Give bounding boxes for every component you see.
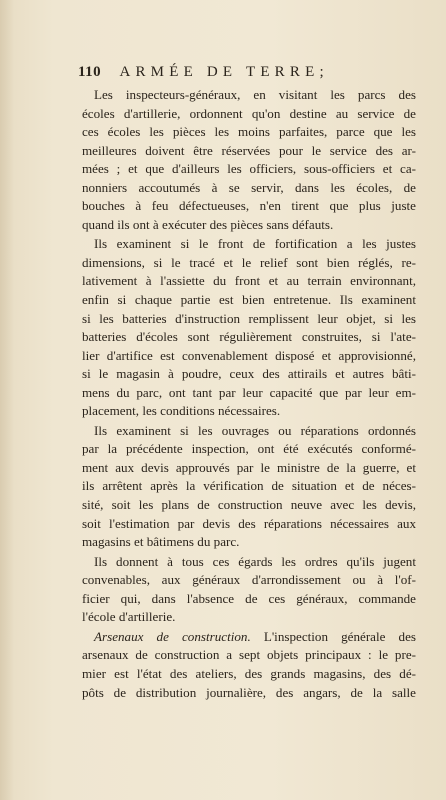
paragraph-2 — [82, 235, 416, 420]
text-line: mier est l'état des ateliers, des grands magasins, des dé- — [82, 665, 416, 681]
paragraph-3 — [82, 422, 416, 552]
text-line: Ils examinent si le front de fortification a les justes — [94, 236, 416, 252]
text-line: lativement à l'assiette du front et au terrain environnant, — [82, 273, 416, 289]
text-line: ficier qui, dans l'absence de ces généraux, commande — [82, 590, 416, 606]
text-fragment: L'inspection générale des — [250, 628, 416, 644]
text-line: Ils examinent si les ouvrages ou réparations ordonnés — [94, 422, 416, 438]
text-line: arsenaux de construction a sept objets principaux : le pre- — [82, 647, 416, 663]
page-number: 110 — [78, 64, 102, 80]
text-line: sité, soit les plans de construction neuve avec les devis, — [82, 497, 416, 513]
text-line: si le magasin à poudre, ceux des attirails et autres bâti- — [82, 366, 416, 382]
text-line: soit l'estimation par devis des réparations nécessaires aux — [82, 515, 416, 531]
text-line: pôts de distribution journalière, des angars, de la salle — [82, 684, 416, 700]
text-line: Ils donnent à tous ces égards les ordres qu'ils jugent — [94, 553, 416, 569]
text-line: magasins et bâtimens du parc. — [82, 534, 240, 550]
page-gutter-shadow — [0, 0, 14, 800]
paragraph-4 — [82, 553, 416, 627]
paragraph-1 — [82, 86, 416, 234]
text-line: ment aux devis approuvés par le ministre de la guerre, et — [82, 459, 416, 475]
text-line: mées ; et que d'ailleurs les officiers, sous-officiers et ca- — [82, 161, 416, 177]
text-line: lier d'artifice est convenablement disposé et approvisionné, — [82, 347, 416, 363]
text-line — [82, 628, 416, 647]
running-title: ARMÉE DE TERRE; — [119, 64, 329, 80]
text-line: écoles d'artillerie, ordonnent qu'on destine au service de — [82, 105, 416, 121]
text-line: l'école d'artillerie. — [82, 609, 176, 625]
text-line: mens du parc, ont tant par leur capacité que par leur em- — [82, 384, 416, 400]
text-line: nonniers accoutumés à se servir, dans les écoles, de — [82, 179, 416, 195]
text-line: placement, les conditions nécessaires. — [82, 403, 281, 419]
section-heading: Arsenaux de construction. — [94, 628, 251, 644]
page-body — [82, 86, 416, 702]
text-line: par la précédente inspection, ont été exécutés conformé- — [82, 441, 416, 457]
paragraph-5 — [82, 628, 416, 702]
text-line: quand ils ont à exécuter des pièces sans défauts. — [82, 216, 334, 232]
running-head — [78, 64, 398, 81]
text-line: enfin si chaque partie est bien entretenue. Ils examinent — [82, 292, 416, 308]
text-line: convenables, aux généraux d'arrondissement ou à l'of- — [82, 572, 416, 588]
text-line: si les batteries d'instruction remplissent leur objet, si les — [82, 310, 416, 326]
text-line: ils arrêtent après la vérification de situation et de néces- — [82, 478, 416, 494]
text-line: batteries d'écoles sont régulièrement construites, si l'ate- — [82, 329, 416, 345]
text-line: bouches à feu défectueuses, n'en tirent que plus juste — [82, 198, 416, 214]
text-line: Les inspecteurs-généraux, en visitant les parcs des — [94, 87, 416, 102]
text-line: dimensions, si le tracé et le relief sont bien réglés, re- — [82, 254, 416, 270]
text-line: ces écoles les pièces les moins parfaites, parce que les — [82, 124, 416, 140]
text-line: meilleures doivent être réservées pour le service des ar- — [82, 142, 416, 158]
